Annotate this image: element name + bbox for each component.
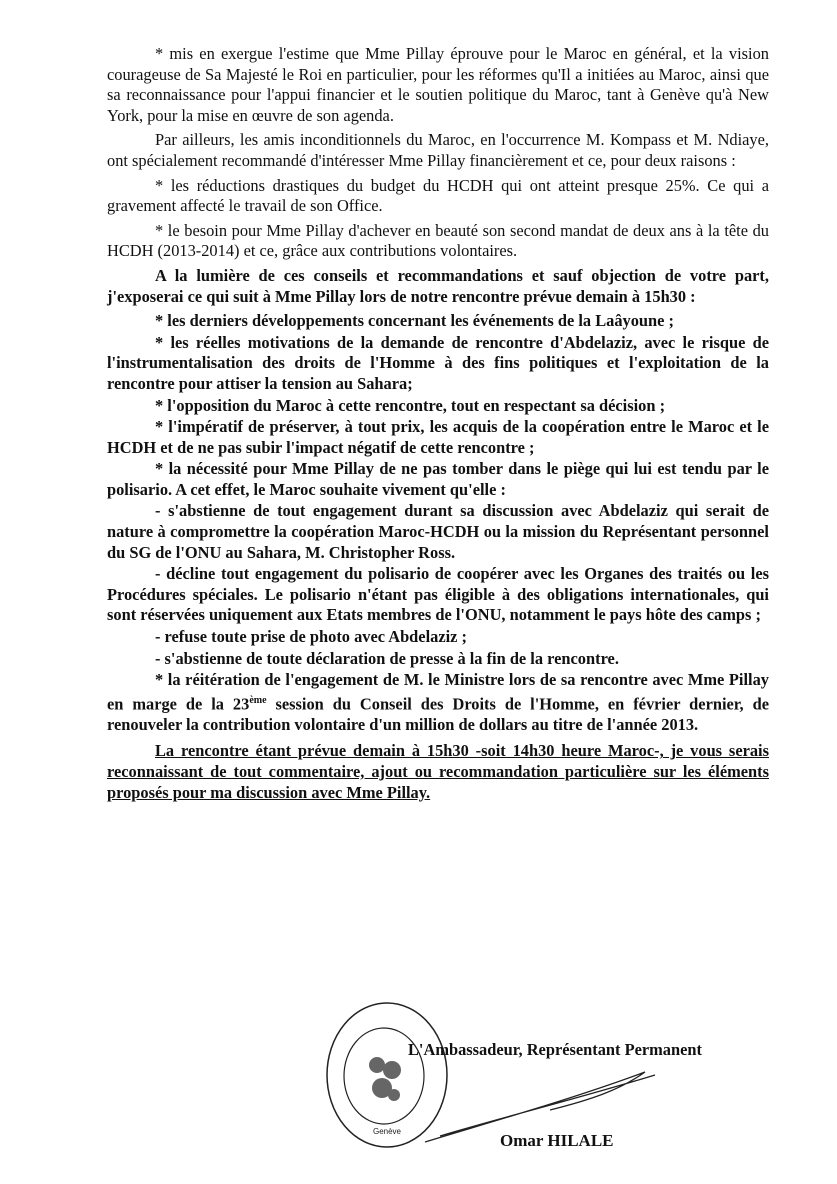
paragraph: * l'opposition du Maroc à cette rencontre, tout en respectant sa décision ; (155, 395, 666, 415)
paragraph-reiteration (107, 670, 769, 735)
paragraph: - s'abstienne de toute déclaration de presse à la fin de la rencontre. (155, 648, 619, 668)
reiteration-text-end: session du Conseil des Droits de l'Homme, en février dernier, de renouveler la contribution volontaire d'un million de dollars au titre de l'année 2013. (107, 694, 769, 734)
paragraph: * la nécessité pour Mme Pillay de ne pas tomber dans le piège qui lui est tendu par le polisario. A cet effet, le Maroc souhaite vivement qu'elle : (107, 459, 769, 499)
paragraph: A la lumière de ces conseils et recommandations et sauf objection de votre part, j'exposerai ce qui suit à Mme Pillay lors de notre rencontre prévue demain à 15h30 : (107, 265, 769, 306)
closing-paragraph: La rencontre étant prévue demain à 15h30 -soit 14h30 heure Maroc-, je vous serais reconnaissant de tout commentaire, ajout ou recommandation particulière sur les éléments proposés pour ma discussion avec Mme Pillay. (107, 741, 769, 802)
superscript: ème (249, 694, 267, 706)
signatory-name: Omar HILALE (500, 1131, 614, 1150)
paragraph: * les réelles motivations de la demande de rencontre d'Abdelaziz, avec le risque de l'instrumentalisation des droits de l'Homme à des fins politiques et l'exploitation de la rencontre pour attiser la tension au Sahara; (107, 332, 769, 393)
paragraph: - décline tout engagement du polisario de coopérer avec les Organes des traités ou les Procédures spéciales. Le polisario n'étant pas éligible à des obligations internationales, qui sont réservées uniquement aux Etats membres de l'ONU, notamment le pays hôte des camps ; (107, 564, 769, 625)
stamp-city: Genève (372, 1127, 402, 1136)
reiteration-text: * la réitération de l'engagement de M. le Ministre lors de sa rencontre avec Mme Pillay en marge de la 23 (107, 670, 769, 714)
paragraph: * le besoin pour Mme Pillay d'achever en beauté son second mandat de deux ans à la tête du HCDH (2013-2014) et ce, grâce aux contributions volontaires. (107, 220, 769, 261)
paragraph-list (107, 44, 769, 669)
signature-title: L'Ambassadeur, Représentant Permanent (408, 1040, 702, 1059)
document-body (107, 44, 769, 807)
paragraph: - refuse toute prise de photo avec Abdelaziz ; (155, 627, 467, 647)
paragraph: * les réductions drastiques du budget du HCDH qui ont atteint presque 25%. Ce qui a gravement affecté le travail de son Office. (107, 175, 769, 216)
paragraph: * les derniers développements concernant les événements de la Laâyoune ; (155, 311, 674, 331)
paragraph: - s'abstienne de tout engagement durant sa discussion avec Abdelaziz qui serait de nature à compromettre la coopération Maroc-HCDH ou la mission du Représentant personnel du SG de l'ONU au Sahara, M. Christopher Ross. (107, 501, 769, 562)
paragraph: Par ailleurs, les amis inconditionnels du Maroc, en l'occurrence M. Kompass et M. Ndiaye, ont spécialement recommandé d'intéresser Mme Pillay financièrement et ce, pour deux raisons : (107, 130, 769, 170)
paragraph: * l'impératif de préserver, à tout prix, les acquis de la coopération entre le Maroc et le HCDH et de ne pas subir l'impact négatif de cette rencontre ; (107, 417, 769, 457)
paragraph: * mis en exergue l'estime que Mme Pillay éprouve pour le Maroc en général, et la vision courageuse de Sa Majesté le Roi en particulier, pour les réformes qu'Il a initiées au Maroc, ainsi que sa reconnaissance pour l'appui financier et le soutien politique du Maroc, tant à Genève qu'à New York, pour la mise en œuvre de son agenda. (107, 44, 769, 125)
